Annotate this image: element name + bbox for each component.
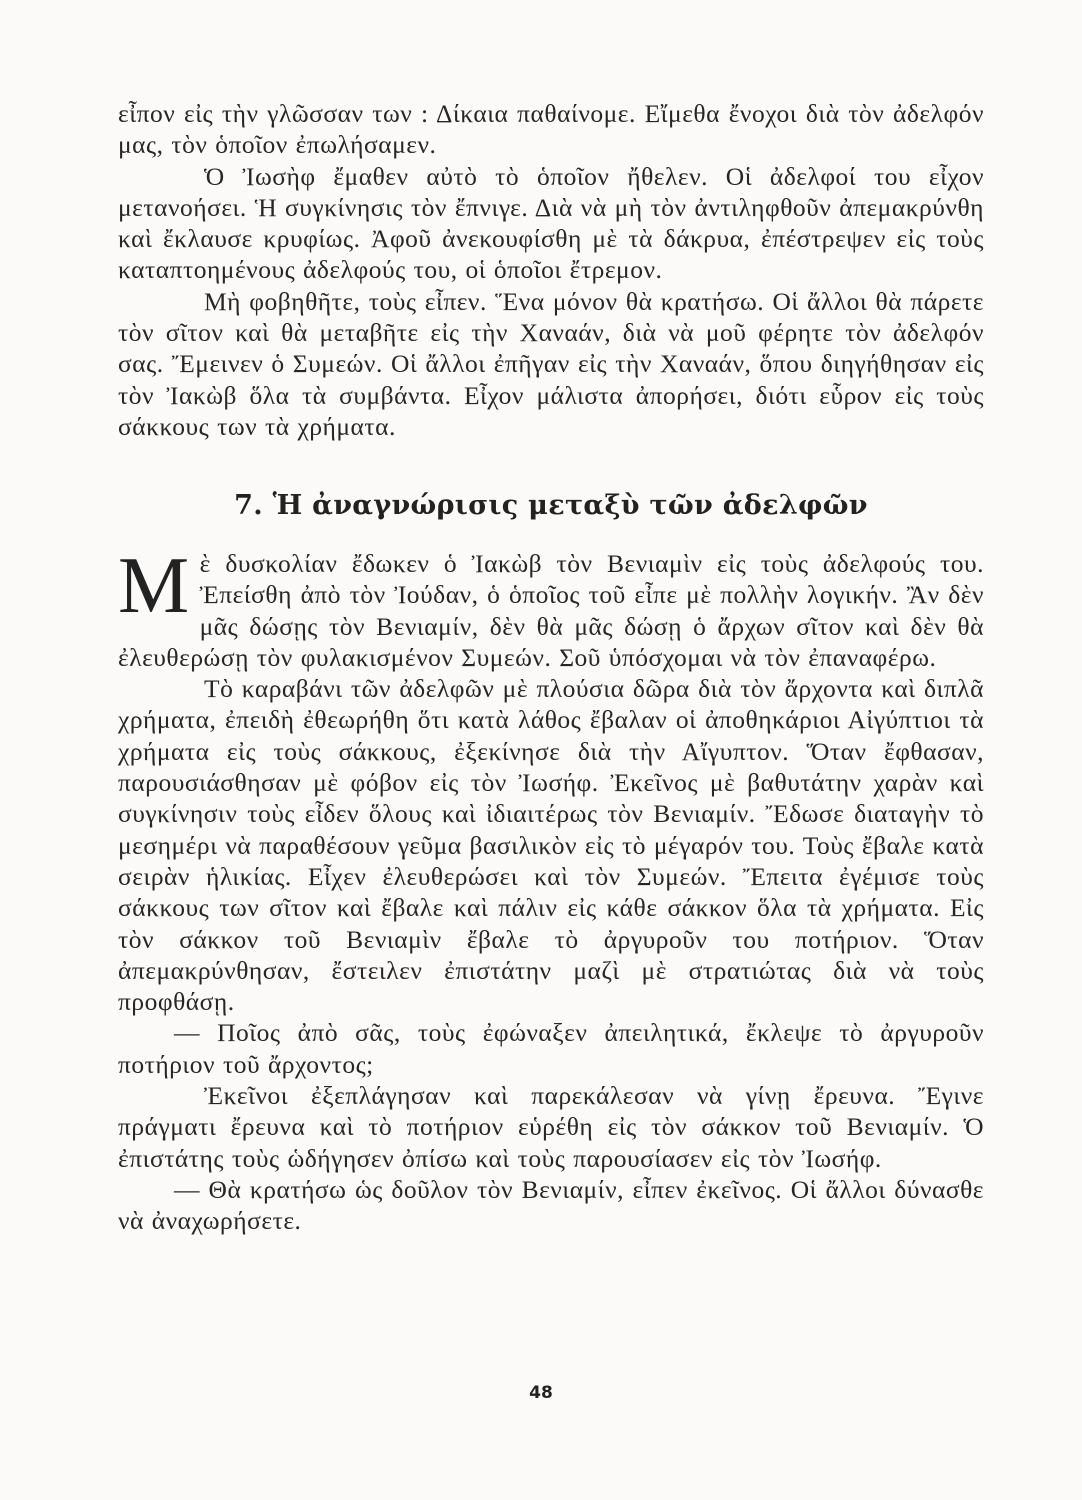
main-text-block: [118, 542, 984, 1237]
dropcap-paragraph-text: ὲ δυσκολίαν ἔδωκεν ὁ Ἰακὼβ τὸν Βενιαμὶν εἰς τοὺς ἀδελφούς του. Ἐπείσθη ἀπὸ τὸν Ἰούδαν, ὁ ὁποῖος τοῦ εἶπε μὲ πολλὴν λογικήν. Ἂν δὲν μᾶς δώσῃς τὸν Βενιαμίν, δὲν θὰ μᾶς δώσῃ ὁ ἄρχων σῖτον καὶ δὲν θὰ ἐλευθερώσῃ τὸν φυλακισμένον Συμεών. Σοῦ ὑπόσχομαι νὰ τὸν ἐπαναφέρω.: [118, 549, 984, 672]
paragraph-2: Ὁ Ἰωσὴφ ἔμαθεν αὐτὸ τὸ ὁποῖον ἤθελεν. Οἱ ἀδελφοί του εἶχον μετανοήσει. Ἡ συγκίνησις τὸν ἔπνιγε. Διὰ νὰ μὴ τὸν ἀντιληφθοῦν ἀπεμακρύνθη καὶ ἔκλαυσε κρυφίως. Ἀφοῦ ἀνεκουφίσθη μὲ τὰ δάκρυα, ἐπέστρεψεν εἰς τοὺς καταπτοημένους ἀδελφούς του, οἱ ὁποῖοι ἔτρεμον.: [118, 161, 984, 285]
paragraph-caravan: Τὸ καραβάνι τῶν ἀδελφῶν μὲ πλούσια δῶρα διὰ τὸν ἄρχοντα καὶ διπλᾶ χρήματα, ἐπειδὴ ἐθεωρήθη ὅτι κατὰ λάθος ἔβαλαν οἱ ἀποθηκάριοι Αἰγύπτιοι τὰ χρήματα εἰς τοὺς σάκκους, ἐξεκίνησε διὰ τὴν Αἴγυπτον. Ὅταν ἔφθασαν, παρουσιάσθησαν μὲ φόβον εἰς τὸν Ἰωσήφ. Ἐκεῖνος μὲ βαθυτάτην χαρὰν καὶ συγκίνησιν τοὺς εἶδεν ὅλους καὶ ἰδιαιτέρως τὸν Βενιαμίν. Ἔδωσε διαταγὴν τὸ μεσημέρι νὰ παραθέσουν γεῦμα βασιλικὸν εἰς τὸ μέγαρόν του. Τοὺς ἔβαλε κατὰ σειρὰν ἡλικίας. Εἶχεν ἐλευθερώσει καὶ τὸν Συμεών. Ἔπειτα ἐγέμισε τοὺς σάκκους των σῖτον καὶ ἔβαλε καὶ πάλιν εἰς κάθε σάκκον ὅλα τὰ χρήματα. Εἰς τὸν σάκκον τοῦ Βενιαμὶν ἔβαλε τὸ ἀργυροῦν του ποτήριον. Ὅταν ἀπεμακρύνθησαν, ἔστειλεν ἐπιστάτην μαζὶ μὲ στρατιώτας διὰ νὰ τοὺς προφθάσῃ.: [118, 674, 984, 1017]
dropcap-paragraph: [118, 542, 984, 673]
paragraph-1: εἶπον εἰς τὴν γλῶσσαν των : Δίκαια παθαίνομε. Εἴμεθα ἔνοχοι διὰ τὸν ἀδελφόν μας, τὸν ὁποῖον ἐπωλήσαμεν.: [118, 99, 984, 160]
section-title: 7. Ἡ ἀναγνώρισις μεταξὺ τῶν ἀδελφῶν: [234, 490, 868, 521]
paragraph-3: Μὴ φοβηθῆτε, τοὺς εἶπεν. Ἕνα μόνον θὰ κρατήσω. Οἱ ἄλλοι θὰ πάρετε τὸν σῖτον καὶ θὰ μεταβῆτε εἰς τὴν Χαναάν, διὰ νὰ μοῦ φέρητε τὸν ἀδελφόν σας. Ἔμεινεν ὁ Συμεών. Οἱ ἄλλοι ἐπῆγαν εἰς τὴν Χαναάν, ὅπου διηγήθησαν εἰς τὸν Ἰακὼβ ὅλα τὰ συμβάντα. Εἶχον μάλιστα ἀπορήσει, διότι εὗρον εἰς τοὺς σάκκους των τὰ χρήματα.: [118, 286, 984, 441]
dialogue-verdict: — Θὰ κρατήσω ὡς δοῦλον τὸν Βενιαμίν, εἶπεν ἐκεῖνος. Οἱ ἄλλοι δύνασθε νὰ ἀναχωρήσετε.: [118, 1174, 984, 1236]
dropcap-letter: Μ: [118, 542, 190, 630]
dialogue-question: — Ποῖος ἀπὸ σᾶς, τοὺς ἐφώναξεν ἀπειλητικά, ἔκλεψε τὸ ἀργυροῦν ποτήριον τοῦ ἄρχοντος;: [118, 1018, 984, 1079]
top-text-block: [118, 98, 984, 442]
page-number: 48: [529, 1383, 553, 1403]
paragraph-search: Ἐκεῖνοι ἐξεπλάγησαν καὶ παρεκάλεσαν νὰ γίνῃ ἔρευνα. Ἔγινε πράγματι ἔρευνα καὶ τὸ ποτήριον εὑρέθη εἰς τὸν σάκκον τοῦ Βενιαμίν. Ὁ ἐπιστάτης τοὺς ὡδήγησεν ὀπίσω καὶ τοὺς παρουσίασεν εἰς τὸν Ἰωσήφ.: [118, 1081, 984, 1173]
